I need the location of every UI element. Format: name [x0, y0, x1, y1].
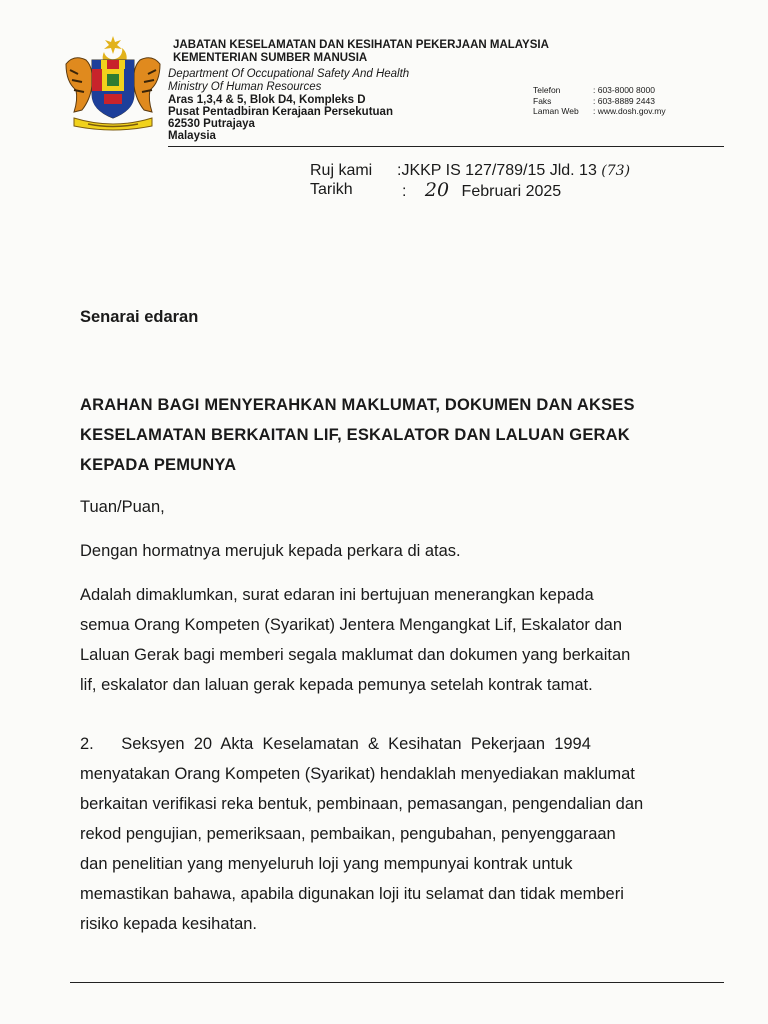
reference-number-label: Ruj kami — [310, 162, 373, 179]
paragraph-1: Adalah dimaklumkan, surat edaran ini bertujuan menerangkan kepada semua Orang Kompeten (Syarikat) Jentera Mengangkat Lif, Eskalator dan Laluan Gerak bagi memberi segala maklumat dan dokumen yang berkaitan lif, eskalator dan laluan gerak kepada pemunya setelah kontrak tamat. — [80, 586, 631, 694]
address-line-1: Aras 1,3,4 & 5, Blok D4, Kompleks D — [168, 94, 366, 106]
contact-fax: Faks : 603-8889 2443 — [533, 95, 655, 106]
contact-website: Laman Web : www.dosh.gov.my — [533, 106, 666, 116]
ministry-name-english: Ministry Of Human Resources — [168, 81, 322, 93]
letter-title: ARAHAN BAGI MENYERAHKAN MAKLUMAT, DOKUMEN DAN AKSES KESELAMATAN BERKAITAN LIF, ESKALATOR DAN LALUAN GERAK KEPADA PEMUNYA — [80, 396, 635, 474]
contact-info — [533, 85, 666, 117]
coat-of-arms-logo — [60, 34, 166, 134]
footer-divider — [70, 982, 724, 983]
contact-phone: Telefon : 603-8000 8000 — [533, 85, 655, 95]
reference-number: :JKKP IS 127/789/15 Jld. 13 (73) — [397, 162, 631, 179]
date-day-handwritten: 20 — [424, 179, 450, 201]
date-value: : 20 Februari 2025 — [402, 179, 562, 201]
date-label: Tarikh — [310, 181, 353, 198]
salutation: Tuan/Puan, — [80, 498, 165, 516]
paragraph-2: 2. Seksyen 20 Akta Keselamatan & Kesihatan Pekerjaan 1994 menyatakan Orang Kompeten (Syarikat) hendaklah menyediakan maklumat berkaitan verifikasi reka bentuk, pembinaan, pemasangan, pengendalian dan rekod pengujian, pemeriksaan, pembaikan, pengubahan, penyenggaraan dan penelitian yang menyeluruh loji yang mempunyai kontrak untuk memastikan bahawa, apabila digunakan loji itu selamat dan tidak memberi risiko kepada kesihatan. — [80, 735, 644, 933]
address-line-4: Malaysia — [168, 130, 216, 142]
header-divider — [168, 146, 724, 147]
org-name-english: Department Of Occupational Safety And Health — [168, 68, 410, 80]
opening-line: Dengan hormatnya merujuk kepada perkara di atas. — [80, 542, 461, 560]
address-line-3: 62530 Putrajaya — [168, 118, 255, 130]
org-name-malay: JABATAN KESELAMATAN DAN KESIHATAN PEKERJAAN MALAYSIA — [173, 39, 549, 51]
address-line-2: Pusat Pentadbiran Kerajaan Persekutuan — [168, 106, 393, 118]
recipient: Senarai edaran — [80, 308, 199, 326]
ministry-name-malay: KEMENTERIAN SUMBER MANUSIA — [173, 52, 368, 64]
reference-handwritten: (73) — [601, 163, 631, 179]
